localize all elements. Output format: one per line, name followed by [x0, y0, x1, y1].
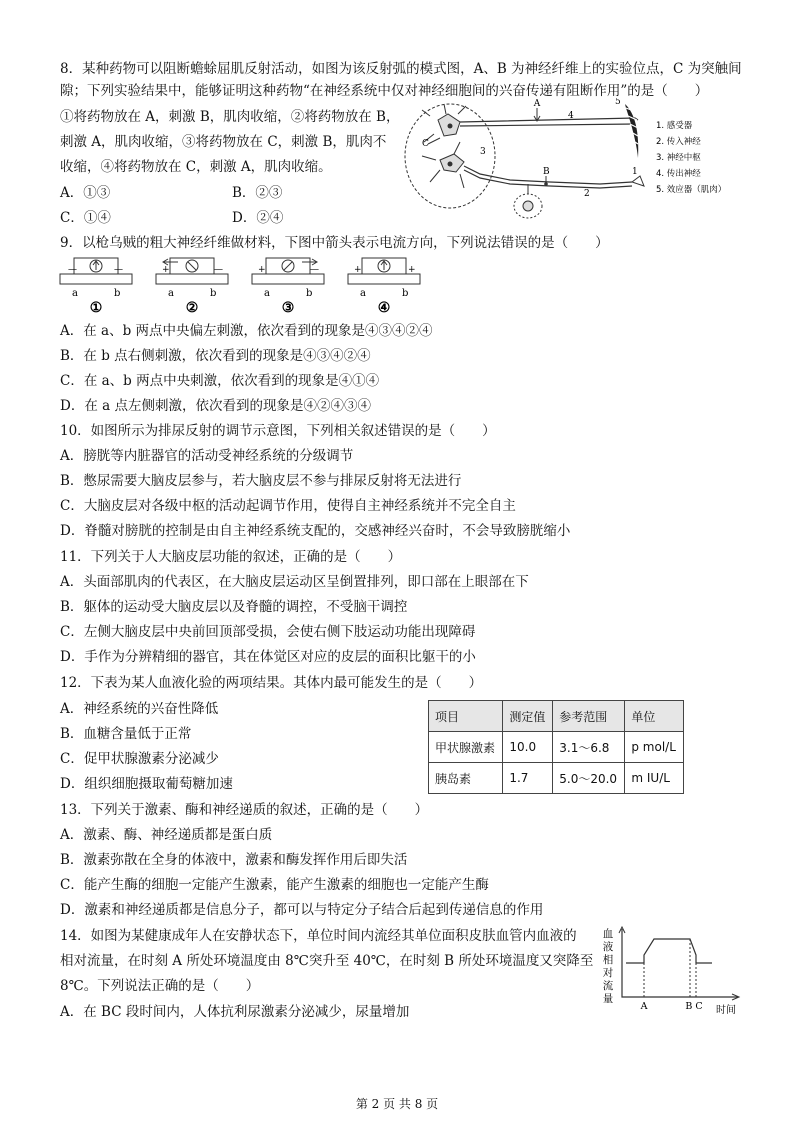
table-row — [429, 763, 684, 794]
legend-item-3: 3. 神经中枢 — [656, 153, 701, 163]
q9-stem: 9．以枪乌贼的粗大神经纤维做材料，下图中箭头表示电流方向，下列说法错误的是（ ） — [60, 235, 609, 251]
blood-test-table — [428, 700, 684, 794]
q14-stem-line3: 8℃。下列说法正确的是（ ） — [60, 978, 260, 994]
reflex-arc-figure — [400, 98, 740, 228]
panel3-point-a: a — [264, 288, 270, 299]
effector-muscle — [625, 104, 638, 158]
panel4-point-a: a — [360, 288, 366, 299]
legend-item-1: 1. 感受器 — [656, 121, 693, 131]
panel-1 — [60, 258, 132, 284]
panel2-label: ② — [185, 300, 199, 316]
panel2-point-a: a — [168, 288, 174, 299]
legend-item-2: 2. 传入神经 — [656, 137, 701, 147]
ylabel-char: 液 — [602, 941, 614, 953]
q9-option-a: A．在 a、b 两点中央偏左刺激，依次看到的现象是④③④②④ — [60, 323, 433, 339]
q8-option-c: C．①④ — [60, 210, 111, 226]
table-cell: 5.0～20.0 — [553, 763, 625, 794]
q9-option-b: B．在 b 点右侧刺激，依次看到的现象是④③④②④ — [60, 348, 371, 364]
label-c: C — [422, 139, 429, 149]
table-header-cell: 项目 — [429, 701, 503, 732]
receptor-shape — [632, 176, 644, 186]
table-cell: 3.1～6.8 — [553, 732, 625, 763]
table-cell: 10.0 — [503, 732, 553, 763]
q8-body-line2: 刺激 A，肌肉收缩，③将药物放在 C，刺激 B，肌肉不 — [60, 134, 387, 150]
svg-text:+: + — [162, 265, 170, 275]
legend-item-5: 5. 效应器（肌肉） — [656, 185, 727, 195]
q13-option-a: A．激素、酶、神经递质都是蛋白质 — [60, 827, 273, 843]
panel-3 — [252, 258, 324, 284]
q10-stem: 10．如图所示为排尿反射的调节示意图，下列相关叙述错误的是（ ） — [60, 423, 496, 439]
xlabel: 时间 — [716, 1005, 736, 1016]
ylabel-char: 相 — [602, 954, 614, 966]
q13-option-c: C．能产生酶的细胞一定能产生激素，能产生激素的细胞也一定能产生酶 — [60, 877, 489, 893]
svg-text:+: + — [354, 265, 362, 275]
page-footer: 第 2 页 共 8 页 — [355, 1097, 439, 1111]
panel3-point-b: b — [306, 288, 313, 299]
svg-text:+: + — [258, 265, 266, 275]
q12-option-b: B．血糖含量低于正常 — [60, 726, 192, 742]
table-cell: 胰岛素 — [429, 763, 503, 794]
label-num2: 2 — [584, 189, 590, 199]
q14-option-a: A．在 BC 段时间内，人体抗利尿激素分泌减少，尿量增加 — [60, 1004, 410, 1020]
panel3-label: ③ — [281, 300, 295, 316]
legend-item-4: 4. 传出神经 — [656, 169, 701, 179]
svg-text:—: — — [114, 265, 123, 275]
panel-2 — [156, 258, 228, 284]
q11-option-b: B．躯体的运动受大脑皮层以及脊髓的调控，不受脑干调控 — [60, 599, 408, 615]
panel2-point-b: b — [210, 288, 217, 299]
svg-text:—: — — [214, 265, 223, 275]
ylabel-char: 对 — [602, 967, 614, 979]
label-a: A — [533, 99, 541, 109]
q10-option-c: C．大脑皮层对各级中枢的活动起调节作用，使得自主神经系统并不完全自主 — [60, 498, 516, 514]
ylabel-char: 流 — [602, 980, 614, 992]
table-cell: p mol/L — [625, 732, 684, 763]
label-b: B — [543, 167, 550, 177]
table-header-cell: 参考范围 — [553, 701, 625, 732]
table-header-cell: 单位 — [625, 701, 684, 732]
ylabel-char: 量 — [602, 993, 614, 1005]
q8-stem-line2: 隙；下列实验结果中，能够证明这种药物“在神经系统中仅对神经细胞间的兴奋传递有阻断作用”的是（ ） — [60, 83, 709, 99]
table-cell: m IU/L — [625, 763, 684, 794]
label-num1: 1 — [632, 167, 638, 177]
table-cell: 1.7 — [503, 763, 553, 794]
tick-a: A — [640, 1001, 648, 1012]
panel1-point-b: b — [114, 288, 121, 299]
q9-option-d: D．在 a 点左侧刺激，依次看到的现象是④②④③④ — [60, 398, 371, 414]
table-header-row — [429, 701, 684, 732]
q11-stem: 11．下列关于人大脑皮层功能的叙述，正确的是（ ） — [60, 549, 402, 565]
q13-stem: 13．下列关于激素、酶和神经递质的叙述，正确的是（ ） — [60, 802, 429, 818]
label-num4: 4 — [568, 111, 574, 121]
q10-option-a: A．膀胱等内脏器官的活动受神经系统的分级调节 — [60, 448, 354, 464]
blood-flow-graph — [600, 925, 748, 1021]
q8-body-line3: 收缩，④将药物放在 C，刺激 A，肌肉收缩。 — [60, 159, 332, 175]
q12-option-c: C．促甲状腺激素分泌减少 — [60, 751, 219, 767]
q13-option-d: D．激素和神经递质都是信息分子，都可以与特定分子结合后起到传递信息的作用 — [60, 902, 544, 918]
q12-stem: 12．下表为某人血液化验的两项结果。其体内最可能发生的是（ ） — [60, 675, 483, 691]
svg-text:—: — — [68, 265, 77, 275]
svg-text:+: + — [408, 265, 416, 275]
q11-option-c: C．左侧大脑皮层中央前回顶部受损，会使右侧下肢运动功能出现障碍 — [60, 624, 476, 640]
table-row — [429, 732, 684, 763]
galvanometer-panels — [58, 256, 428, 316]
panel1-label: ① — [89, 300, 103, 316]
q8-body-line1: ①将药物放在 A，刺激 B，肌肉收缩，②将药物放在 B， — [60, 109, 400, 125]
q12-option-a: A．神经系统的兴奋性降低 — [60, 701, 219, 717]
label-num3: 3 — [480, 147, 486, 157]
panel1-point-a: a — [72, 288, 78, 299]
q12-option-d: D．组织细胞摄取葡萄糖加速 — [60, 776, 233, 792]
q14-stem-line1: 14．如图为某健康成年人在安静状态下，单位时间内流经其单位面积皮肤血管内血液的 — [60, 928, 577, 944]
q8-option-d: D．②④ — [232, 210, 284, 226]
q13-option-b: B．激素弥散在全身的体液中，激素和酶发挥作用后即失活 — [60, 852, 408, 868]
panel4-point-b: b — [402, 288, 409, 299]
efferent-nerve-line — [460, 118, 638, 122]
label-num5: 5 — [615, 98, 621, 107]
q8-option-b: B．②③ — [232, 185, 283, 201]
panel-4 — [348, 258, 420, 284]
q9-option-c: C．在 a、b 两点中央刺激，依次看到的现象是④①④ — [60, 373, 380, 389]
flow-curve — [626, 939, 712, 963]
svg-text:—: — — [310, 265, 319, 275]
q8-stem-line1: 8．某种药物可以阻断蟾蜍屈肌反射活动，如图为该反射弧的模式图，A、B 为神经纤维上的实验位点，C 为突触间 — [60, 61, 742, 77]
q11-option-d: D．手作为分辨精细的器官，其在体觉区对应的皮层的面积比躯干的小 — [60, 649, 476, 665]
table-header-cell: 测定值 — [503, 701, 553, 732]
ylabel-char: 血 — [602, 928, 614, 940]
q14-stem-line2: 相对流量，在时刻 A 所处环境温度由 8℃突升至 40℃，在时刻 B 所处环境温度又突降至 — [60, 953, 594, 969]
q10-option-b: B．憋尿需要大脑皮层参与，若大脑皮层不参与排尿反射将无法进行 — [60, 473, 462, 489]
q11-option-a: A．头面部肌肉的代表区，在大脑皮层运动区呈倒置排列，即口部在上眼部在下 — [60, 574, 529, 590]
tick-bc: B C — [685, 1001, 703, 1012]
panel4-label: ④ — [377, 300, 391, 316]
table-cell: 甲状腺激素 — [429, 732, 503, 763]
q8-option-a: A．①③ — [60, 185, 111, 201]
q10-option-d: D．脊髓对膀胱的控制是由自主神经系统支配的，交感神经兴奋时，不会导致膀胱缩小 — [60, 523, 571, 539]
